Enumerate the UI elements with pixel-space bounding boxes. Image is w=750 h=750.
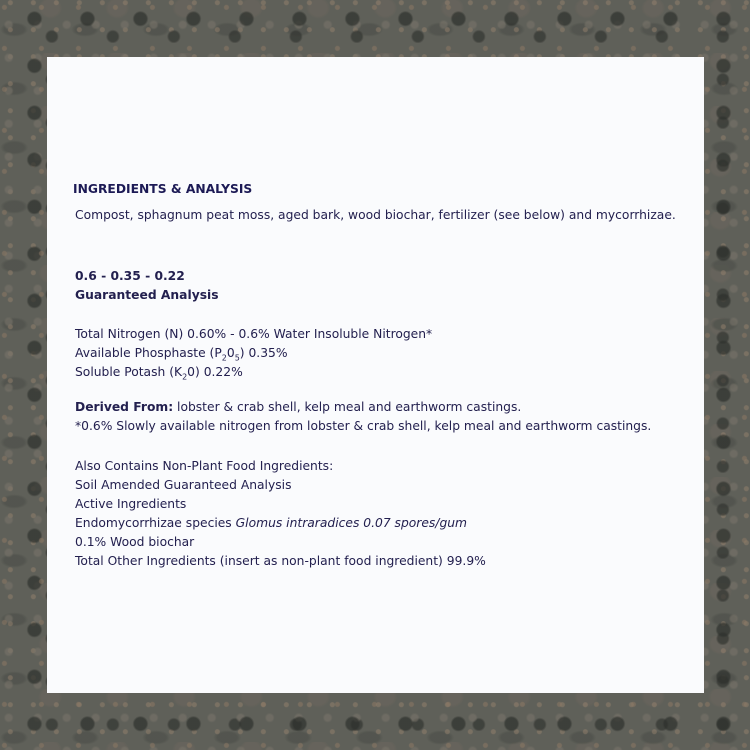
derived-from-block (75, 398, 685, 436)
derived-from-text: lobster & crab shell, kelp meal and earthworm castings. (173, 400, 522, 414)
active-ingredients-line: Active Ingredients (75, 497, 187, 511)
derived-from-label: Derived From: (75, 400, 174, 414)
potash-line: Soluble Potash $(K_20)$ 0.22% (75, 365, 243, 382)
npk-ratio: 0.6 - 0.35 - 0.22 (75, 269, 185, 283)
also-contains-line: Also Contains Non-Plant Food Ingredients: (75, 459, 334, 473)
biochar-line: 0.1% Wood biochar (75, 535, 195, 549)
section-heading: INGREDIENTS & ANALYSIS (73, 182, 253, 196)
ingredients-content (75, 180, 685, 571)
phosphate-line: Available Phosphaste $(P_20_5)$ 0.35% (75, 346, 288, 363)
guaranteed-analysis-title: Guaranteed Analysis (75, 288, 219, 302)
label-card (47, 57, 704, 693)
endomycorrhizae-line: Endomycorrhizae species Glomus intraradices 0.07 spores/gum (75, 516, 468, 530)
other-ingredients-line: Total Other Ingredients (insert as non-plant food ingredient) 99.9% (75, 554, 486, 568)
ingredients-intro: Compost, sphagnum peat moss, aged bark, wood biochar, fertilizer (see below) and mycorrhizae. (75, 208, 676, 222)
analysis-list (75, 325, 685, 382)
other-ingredients-block (75, 457, 685, 571)
soil-amended-line: Soil Amended Guaranteed Analysis (75, 478, 292, 492)
nitrogen-line: Total Nitrogen (N) 0.60% - 0.6% Water Insoluble Nitrogen* (75, 327, 433, 341)
derived-note: *0.6% Slowly available nitrogen from lobster & crab shell, kelp meal and earthworm castings. (75, 419, 652, 433)
derived-from-line (75, 398, 685, 417)
